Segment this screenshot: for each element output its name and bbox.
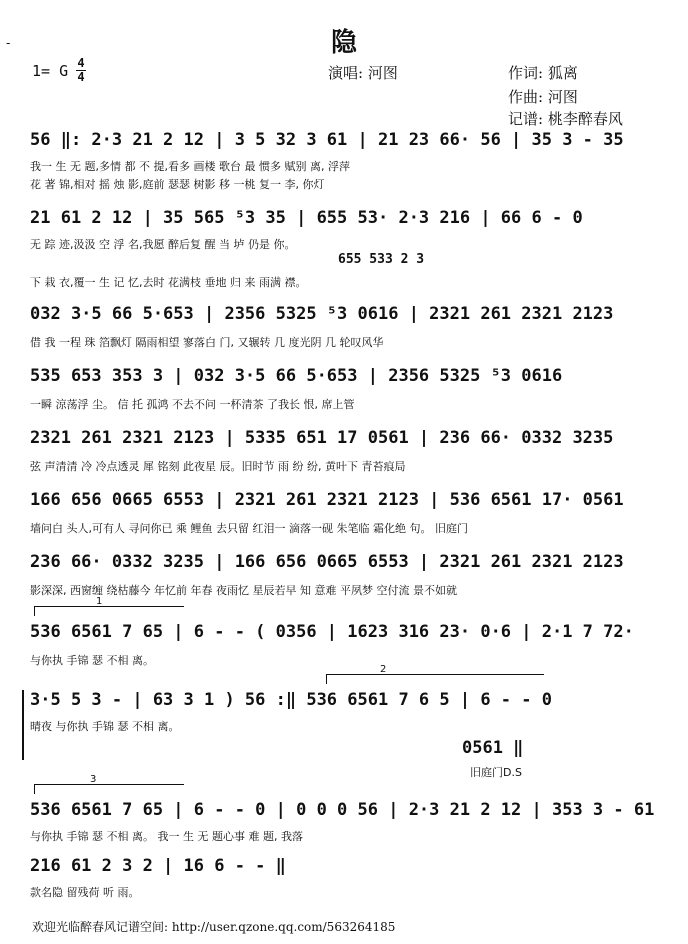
score-row-7-lyrics: 影深深, 西窗缠 绕枯藤今 年忆前 年春 夜雨忆 星辰若早 知 意难 平夙梦 空付流 景不如就 bbox=[30, 584, 457, 597]
volta-bracket-2 bbox=[326, 674, 544, 675]
section-brace bbox=[22, 690, 24, 760]
score-row-7-notes: 236 66· 0332 3235 | 166 656 0665 6553 | 2321 261 2321 2123 bbox=[30, 552, 624, 572]
volta-label-2: 2 bbox=[380, 664, 387, 675]
score-row-8-notes: 536 6561 7 65 | 6 - - ( 0356 | 1623 316 23· 0·6 | 2·1 7 72· bbox=[30, 622, 634, 642]
score-row-1-lyrics-verse-1: 我一 生 无 题,多情 都 不 提,看多 画楼 歌台 最 惯多 赋别 离, 浮萍 bbox=[30, 160, 350, 173]
singer-credit: 演唱: 河图 bbox=[328, 64, 398, 82]
volta-bracket-2-hook bbox=[326, 674, 327, 684]
page-margin-mark: - bbox=[6, 36, 11, 50]
score-row-10-notes: 536 6561 7 65 | 6 - - 0 | 0 0 0 56 | 2·3 21 2 12 | 353 3 - 61 bbox=[30, 800, 655, 820]
score-row-11-lyrics: 款名隐 留残荷 听 雨。 bbox=[30, 886, 140, 899]
score-row-6-notes: 166 656 0665 6553 | 2321 261 2321 2123 | 536 6561 17· 0561 bbox=[30, 490, 624, 510]
coda-label: 旧庭门D.S bbox=[470, 766, 522, 779]
lyricist-credit: 作词: 狐离 bbox=[508, 64, 578, 82]
score-row-4-lyrics: 一瞬 涼荡浮 尘。 信 托 孤鸿 不去不问 一杯清茶 了我长 恨, 席上管 bbox=[30, 398, 355, 411]
time-signature bbox=[76, 58, 86, 83]
score-row-1-lyrics-verse-2: 花 著 锦,相对 摇 烛 影,庭前 瑟瑟 树影 移 一桃 复一 李, 你灯 bbox=[30, 178, 325, 191]
score-row-1-notes: 56 ‖: 2·3 21 2 12 | 3 5 32 3 61 | 21 23 66· 56 | 35 3 - 35 bbox=[30, 130, 624, 150]
time-signature-bottom: 4 bbox=[77, 70, 85, 84]
score-row-11-notes: 216 61 2 3 2 | 16 6 - - ‖ bbox=[30, 856, 286, 876]
footer-credit: 欢迎光临醉春风记谱空间: http://user.qzone.qq.com/563264185 bbox=[32, 920, 396, 934]
score-row-5-lyrics: 弦 声清清 冷 冷点透灵 犀 铭刻 此夜星 辰。旧时节 雨 纷 纷, 黄叶下 青苔痕局 bbox=[30, 460, 406, 473]
score-row-3-notes: 032 3·5 66 5·653 | 2356 5325 ⁵3 0616 | 2321 261 2321 2123 bbox=[30, 304, 614, 324]
score-row-2-lyrics-verse-1: 无 踪 迹,汲汲 空 浮 名,我愿 醉后复 醒 当 垆 仍是 你。 bbox=[30, 238, 296, 251]
volta-label-1: 1 bbox=[96, 596, 103, 607]
key-signature: 1= G bbox=[32, 62, 69, 80]
score-row-2-alt-notes: 655 533 2 3 bbox=[338, 252, 425, 267]
score-row-3-lyrics: 借 我 一程 珠 箔飘灯 隔雨相望 寥落白 门, 又辗转 几 度光阴 几 轮叹风华 bbox=[30, 336, 384, 349]
song-title: 隐 bbox=[330, 28, 357, 58]
score-row-5-notes: 2321 261 2321 2123 | 5335 651 17 0561 | 236 66· 0332 3235 bbox=[30, 428, 614, 448]
score-row-8-lyrics: 与你执 手锦 瑟 不相 离。 bbox=[30, 654, 154, 667]
score-row-10-lyrics: 与你执 手锦 瑟 不相 离。 我一 生 无 题心事 难 题, 我落 bbox=[30, 830, 303, 843]
coda-notes: 0561 ‖ bbox=[462, 738, 524, 758]
score-row-4-notes: 535 653 353 3 | 032 3·5 66 5·653 | 2356 5325 ⁵3 0616 bbox=[30, 366, 563, 386]
score-row-2-lyrics-verse-2: 下 栽 衣,覆一 生 记 忆,去时 花满枝 垂地 归 来 雨满 襟。 bbox=[30, 276, 307, 289]
time-signature-top: 4 bbox=[77, 56, 85, 70]
volta-label-3: 3 bbox=[90, 774, 97, 785]
score-row-2-notes: 21 61 2 12 | 35 565 ⁵3 35 | 655 53· 2·3 216 | 66 6 - 0 bbox=[30, 208, 583, 228]
volta-bracket-1 bbox=[34, 606, 184, 607]
volta-bracket-1-hook bbox=[34, 606, 35, 616]
transcriber-credit: 记谱: 桃李醉春风 bbox=[508, 110, 623, 128]
score-row-9-notes: 3·5 5 3 - | 63 3 1 ) 56 :‖ 536 6561 7 6 5 | 6 - - 0 bbox=[30, 690, 552, 710]
volta-bracket-3-hook bbox=[34, 784, 35, 794]
score-row-9-lyrics: 晴夜 与你执 手锦 瑟 不相 离。 bbox=[30, 720, 180, 733]
volta-bracket-3 bbox=[34, 784, 184, 785]
composer-credit: 作曲: 河图 bbox=[508, 88, 578, 106]
score-row-6-lyrics: 墙问白 头人,可有人 寻问你已 乘 鲤鱼 去只留 红泪一 滴落一砚 朱笔临 霜化绝 句。 旧庭门 bbox=[30, 522, 468, 535]
